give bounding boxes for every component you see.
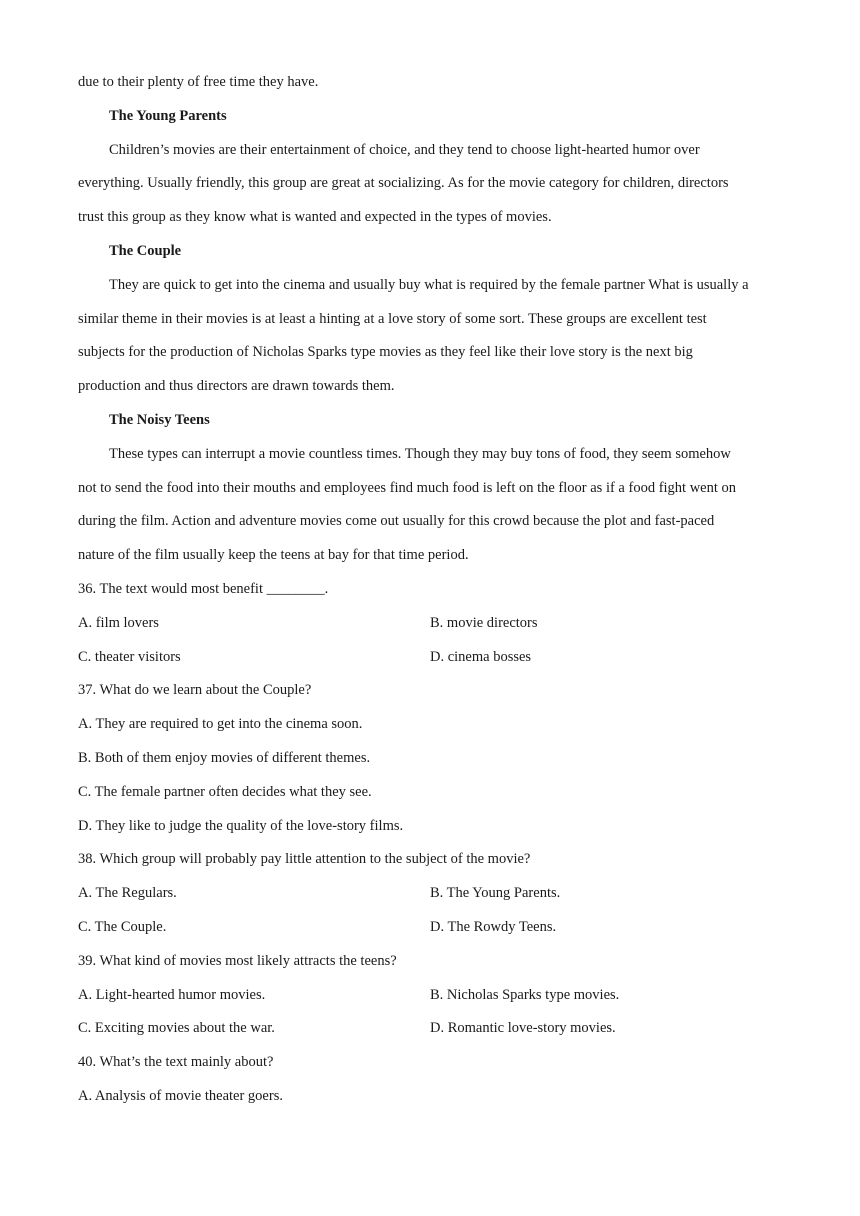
option-b: B. The Young Parents.	[430, 885, 561, 902]
question-40	[78, 1046, 788, 1114]
passage-intro-tail: due to their plenty of free time they have.	[78, 74, 319, 90]
option-a: A. Light-hearted humor movies.	[78, 986, 266, 1003]
question-39	[78, 945, 788, 1046]
option-a: A. They are required to get into the cinema soon.	[78, 716, 363, 733]
option-a: A. Analysis of movie theater goers.	[78, 1087, 283, 1104]
option-b: B. Both of them enjoy movies of different themes.	[78, 749, 371, 766]
section-noisy-teens	[78, 404, 788, 573]
paragraph-line: They are quick to get into the cinema and usually buy what is required by the female partner What is usually a	[109, 276, 749, 293]
question-36	[78, 573, 788, 674]
paragraph-line: production and thus directors are drawn towards them.	[78, 378, 395, 395]
option-row	[78, 979, 788, 1013]
question-stem: 39. What kind of movies most likely attracts the teens?	[78, 952, 397, 969]
option-d: D. cinema bosses	[430, 648, 532, 665]
question-stem: 38. Which group will probably pay little attention to the subject of the movie?	[78, 851, 531, 868]
question-stem: 37. What do we learn about the Couple?	[78, 682, 312, 699]
option-c: C. The Couple.	[78, 918, 167, 935]
option-b: B. Nicholas Sparks type movies.	[430, 986, 620, 1003]
option-c: C. The female partner often decides what they see.	[78, 783, 372, 800]
paragraph-line: similar theme in their movies is at least a hinting at a love story of some sort. These groups are excellent test	[78, 310, 707, 327]
option-row	[78, 911, 788, 945]
option-row	[78, 1012, 788, 1046]
paragraph-line: during the film. Action and adventure movies come out usually for this crowd because the plot and fast-paced	[78, 513, 715, 530]
section-heading: The Noisy Teens	[109, 411, 210, 428]
option-a: A. The Regulars.	[78, 885, 177, 902]
option-row	[78, 877, 788, 911]
section-heading: The Young Parents	[109, 107, 227, 124]
paragraph-line: These types can interrupt a movie countless times. Though they may buy tons of food, they seem somehow	[109, 445, 731, 462]
option-c: C. theater visitors	[78, 648, 181, 665]
option-b: B. movie directors	[430, 614, 538, 631]
paragraph-line: everything. Usually friendly, this group are great at socializing. As for the movie category for children, directors	[78, 175, 729, 192]
option-d: D. They like to judge the quality of the love-story films.	[78, 817, 404, 834]
paragraph-line: trust this group as they know what is wanted and expected in the types of movies.	[78, 209, 552, 226]
option-d: D. Romantic love-story movies.	[430, 1020, 616, 1037]
option-row	[78, 641, 788, 675]
option-row	[78, 607, 788, 641]
question-stem: 40. What’s the text mainly about?	[78, 1054, 274, 1071]
question-38	[78, 843, 788, 944]
document-page	[78, 66, 788, 1114]
paragraph-line: Children’s movies are their entertainment of choice, and they tend to choose light-hearted humor over	[109, 141, 700, 158]
section-couple	[78, 235, 788, 404]
question-stem: 36. The text would most benefit ________.	[78, 580, 329, 597]
option-a: A. film lovers	[78, 614, 159, 631]
paragraph-line: not to send the food into their mouths and employees find much food is left on the floor as if a food fight went on	[78, 479, 737, 496]
option-d: D. The Rowdy Teens.	[430, 918, 557, 935]
section-heading: The Couple	[109, 242, 182, 259]
option-c: C. Exciting movies about the war.	[78, 1020, 275, 1037]
paragraph-line: subjects for the production of Nicholas Sparks type movies as they feel like their love story is the next big	[78, 344, 693, 361]
section-young-parents	[78, 100, 788, 235]
question-37	[78, 674, 788, 843]
paragraph-line: nature of the film usually keep the teens at bay for that time period.	[78, 547, 469, 564]
